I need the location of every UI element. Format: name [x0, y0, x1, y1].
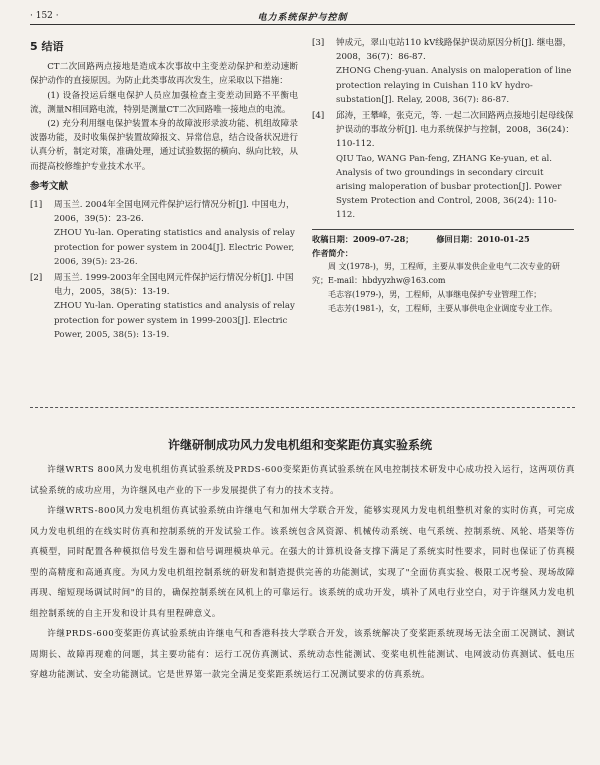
conclusion-paragraph: CT二次回路两点接地是造成本次事故中主变差动保护和差动速断保护动作的直接原因。为防止此类事故再次发生，应采取以下措施： — [30, 62, 298, 87]
reference-number: [1] — [30, 200, 43, 211]
conclusion-paragraph: (2) 充分利用继电保护装置本身的故障波形录波功能、机组故障录波器功能，及时收集保护装置故障报文、异常信息，结合设备状况进行认真分析，制定对策，准确处理，通过试验数据的横向、纵向比较，从而提高校修维护专业技术水平。 — [30, 119, 298, 172]
references-heading: 参考文献 — [30, 180, 69, 192]
reference-number: [4] — [312, 111, 325, 122]
author-bio: 毛志芳(1981-)，女，工程师，主要从事供电企业调度专业工作。 — [328, 303, 558, 313]
section-divider — [30, 407, 575, 408]
reference-cn: 周玉兰. 1999-2003年全国电网元件保护运行情况分析[J]. 中国电力，2005，38(5)：13-19. — [54, 273, 294, 298]
reference-cn: 周玉兰. 2004年全国电网元件保护运行情况分析[J]. 中国电力，2006，39(5)：23-26. — [54, 200, 295, 225]
received-date: 收稿日期：2009-07-28； — [312, 233, 414, 244]
author-bio: 毛志容(1979-)，男，工程师，从事继电保护专业管理工作； — [328, 289, 542, 299]
news-title: 许继研制成功风力发电机组和变桨距仿真实验系统 — [167, 438, 432, 452]
reference-en: QIU Tao, WANG Pan-feng, ZHANG Ke-yuan, et al. Analysis of two groundings in secondary circuit arising maloperation of busbar protection[J]. Power System Protection and Control, 2008, 36(24): 110-112. — [336, 153, 562, 221]
reference-item — [30, 271, 298, 342]
conclusion-heading: 5 结语 — [30, 40, 64, 53]
left-column — [30, 36, 298, 344]
journal-title: 电力系统保护与控制 — [257, 13, 348, 23]
conclusion-paragraph: (1) 设备投运后继电保护人员应加强检查主变差动回路不平衡电流，测量N相回路电流，特别是测量CT二次回路唯一接地点的电流。 — [30, 90, 298, 115]
reference-en: ZHOU Yu-lan. Operating statistics and analysis of relay protection for power system in 1999-2003[J]. Electric Power, 2005, 38(5): 13-19. — [54, 301, 295, 340]
reference-cn: 钟成元，翠山屯站110 kV线路保护误动原因分析[J]. 继电器，2008，36(7)：86-87. — [336, 38, 572, 63]
author-bio: 周 文(1978-)，男，工程师，主要从事发供企业电气二次专业的研究；E-mail：hbdyyzhw@163.com — [312, 261, 560, 285]
news-paragraph: 许继WRTS-800风力发电机组仿真试验系统由许继电气和加州大学联合开发，能够实现风力发电机组整机对象的实时仿真，可完成风力发电机组的在线实时仿真和控制系统的开发试验工作。该系统包含风资源、机械传动系统、电气系统、控制系统、风轮、塔架等仿真模型，同时配置各种模拟信号发生器和信号调理模块单元。在强大的计算机设备支撑下满足了系统实时性要求，同时也保证了仿真模型的高精度和高通真度。为风力发电机组控制系统的研发和制造提供完善的功能测试，实现了"全面仿真实验、极限工况考验、现场故障再现、缩短现场调试时间"的目的，确保控制系统在风机上的可靠运行。该系统的成功开发，填补了风电行业空白，对于许继风力发电机组控制系统的自主开发和设计具有里程碑意义。 — [30, 506, 575, 619]
running-header — [30, 8, 575, 25]
date-row — [312, 232, 574, 246]
page-number: · 152 · — [30, 11, 59, 21]
news-paragraph: 许继WRTS 800风力发电机组仿真试验系统及PRDS-600变桨距仿真试验系统在风电控制技术研发中心成功投入运行，这两项仿真试验系统的成功应用，为许继风电产业的下一步发展提供了有力的技术支持。 — [30, 465, 575, 496]
reference-number: [2] — [30, 273, 43, 284]
reference-item — [312, 109, 574, 223]
reference-en: ZHOU Yu-lan. Operating statistics and analysis of relay protection for power system in 2004[J]. Electric Power, 2006, 39(5): 23-26. — [54, 228, 295, 267]
news-paragraph: 许继PRDS-600变桨距仿真试验系统由许继电气和香港科技大学联合开发，该系统解决了变桨距系统现场无法全面工况测试、测试周期长、故障再现难的问题，其主要功能有：运行工况仿真测试、系统动态性能测试、变桨电机性能测试、电网波动仿真测试、低电压穿越功能测试、安全功能测试。它是世界第一款完全满足变桨距系统运行工况测试要求的仿真系统。 — [30, 629, 575, 680]
author-heading: 作者简介： — [312, 247, 353, 258]
article-meta — [312, 229, 574, 316]
right-column — [312, 36, 574, 316]
reference-en: ZHONG Cheng-yuan. Analysis on maloperation of line protection relaying in Cuishan 110 kV hydro-substation[J]. Relay, 2008, 36(7): 86-87. — [336, 66, 572, 105]
reference-cn: 邱涛，王攀峰，张克元，等. 一起二次回路两点接地引起母线保护误动的事故分析[J]. 电力系统保护与控制，2008，36(24)：110-112. — [336, 111, 574, 150]
reference-item — [30, 198, 298, 269]
reference-item — [312, 36, 574, 107]
reference-number: [3] — [312, 38, 325, 48]
news-article — [30, 460, 575, 686]
revised-date: 修回日期：2010-01-25 — [436, 233, 530, 244]
